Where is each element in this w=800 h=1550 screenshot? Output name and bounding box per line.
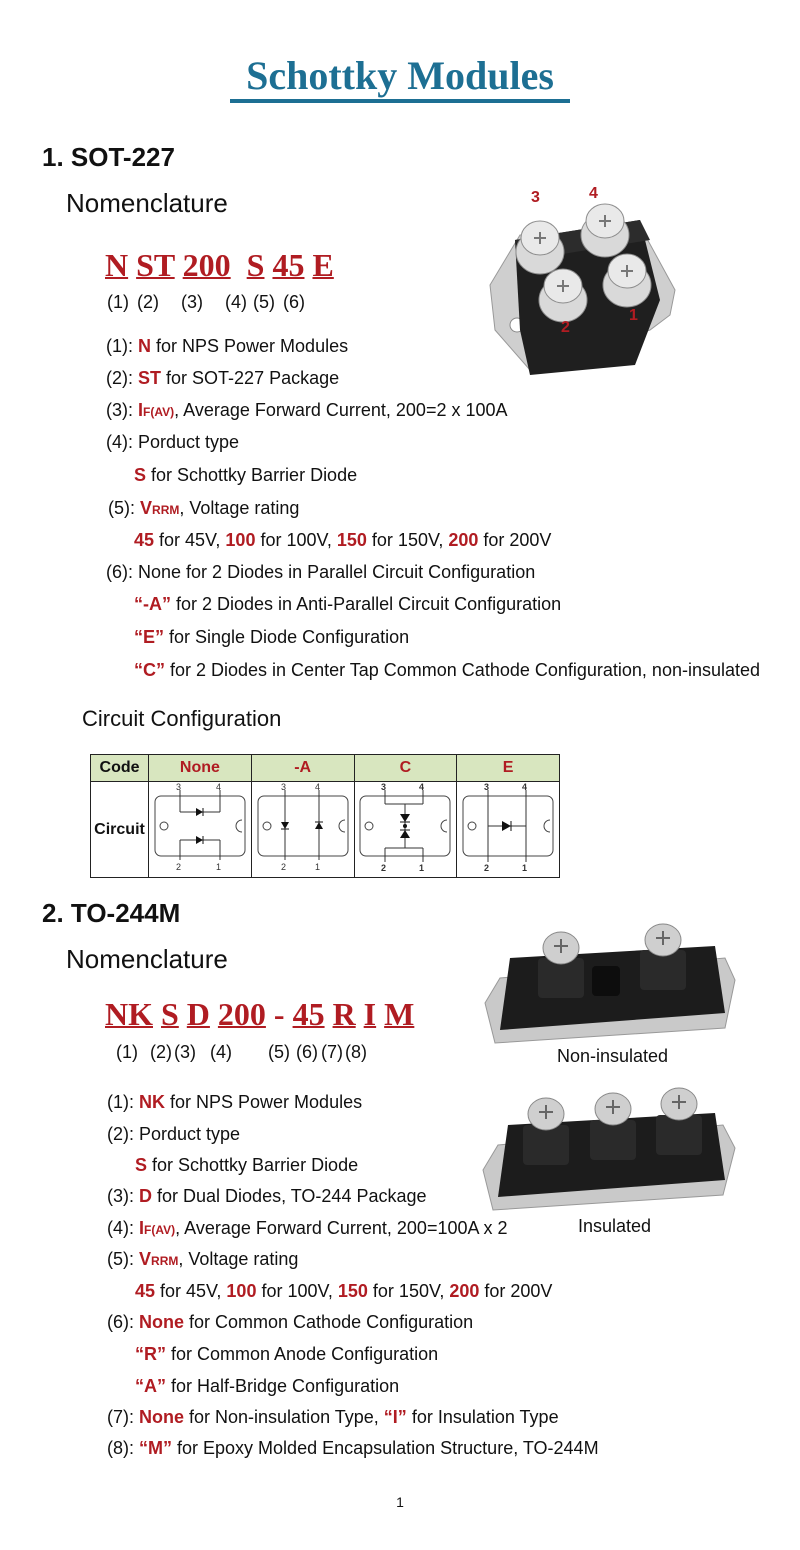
svg-text:3: 3 bbox=[381, 782, 387, 792]
pin-label: 2 bbox=[561, 319, 570, 336]
description-line: (5): VRRM, Voltage rating bbox=[108, 498, 300, 518]
svg-text:3: 3 bbox=[175, 782, 181, 792]
table-header-c: C bbox=[354, 755, 457, 782]
description-line: “C” for 2 Diodes in Center Tap Common Cathode Configuration, non-insulated bbox=[134, 660, 761, 680]
description-line: (7): None for Non-insulation Type, “I” for Insulation Type bbox=[107, 1407, 559, 1427]
description-line: (2): Porduct type bbox=[107, 1124, 241, 1144]
pin-label: 1 bbox=[629, 307, 638, 324]
code-index: (6) bbox=[296, 1042, 318, 1062]
description-line: (2): ST for SOT-227 Package bbox=[106, 368, 340, 388]
code-part: R bbox=[332, 996, 356, 1032]
code-index: (6) bbox=[283, 292, 305, 312]
code-index: (2) bbox=[137, 292, 159, 312]
svg-text:4: 4 bbox=[522, 782, 528, 792]
code-part: 45 bbox=[292, 996, 325, 1032]
code-part: 45 bbox=[272, 247, 305, 283]
code-part: S bbox=[246, 247, 265, 283]
code-index: (1) bbox=[116, 1042, 138, 1062]
code-index: (4) bbox=[225, 292, 247, 312]
circuit-configuration-table bbox=[90, 754, 560, 878]
svg-text:1: 1 bbox=[314, 862, 320, 872]
pin-label: 4 bbox=[589, 185, 598, 202]
to-244m-non-insulated-photo bbox=[480, 918, 740, 1048]
table-header-none: None bbox=[149, 755, 252, 782]
svg-text:4: 4 bbox=[215, 782, 221, 792]
svg-text:2: 2 bbox=[280, 862, 286, 872]
description-line: (5): VRRM, Voltage rating bbox=[107, 1249, 299, 1269]
circuit-configuration-label: Circuit Configuration bbox=[82, 706, 282, 731]
description-line: “A” for Half-Bridge Configuration bbox=[135, 1376, 400, 1396]
code-index: (5) bbox=[253, 292, 275, 312]
code-part: NK bbox=[105, 996, 153, 1032]
description-line: (4): Porduct type bbox=[106, 432, 240, 452]
description-line: S for Schottky Barrier Diode bbox=[134, 465, 358, 485]
description-line: “-A” for 2 Diodes in Anti-Parallel Circuit Configuration bbox=[134, 594, 562, 614]
code-part: E bbox=[312, 247, 334, 283]
svg-text:2: 2 bbox=[484, 863, 490, 872]
description-line: 45 for 45V, 100 for 100V, 150 for 150V, 200 for 200V bbox=[134, 530, 552, 550]
section-2-part-code bbox=[105, 996, 414, 1033]
section-1-part-code bbox=[105, 247, 334, 284]
description-line: 45 for 45V, 100 for 100V, 150 for 150V, 200 for 200V bbox=[135, 1281, 553, 1301]
code-index: (5) bbox=[268, 1042, 290, 1062]
svg-text:2: 2 bbox=[175, 862, 181, 872]
svg-text:1: 1 bbox=[215, 862, 221, 872]
section-2-nomenclature-label: Nomenclature bbox=[66, 944, 228, 974]
description-line: (8): “M” for Epoxy Molded Encapsulation Structure, TO-244M bbox=[107, 1438, 599, 1458]
code-part: - bbox=[273, 996, 285, 1032]
circuit-e-diagram bbox=[457, 782, 560, 878]
section-1-code-indices bbox=[107, 292, 305, 313]
pin-label: 3 bbox=[531, 189, 540, 206]
table-header-a: -A bbox=[251, 755, 354, 782]
description-line: (6): None for Common Cathode Configuration bbox=[107, 1312, 474, 1332]
code-index: (2) bbox=[150, 1042, 172, 1062]
code-part: ST bbox=[136, 247, 175, 283]
table-row bbox=[91, 782, 560, 878]
svg-text:4: 4 bbox=[419, 782, 425, 792]
description-line: (1): NK for NPS Power Modules bbox=[107, 1092, 363, 1112]
circuit-c-diagram bbox=[354, 782, 457, 878]
svg-text:3: 3 bbox=[484, 782, 490, 792]
svg-text:1: 1 bbox=[522, 863, 528, 872]
code-index: (4) bbox=[210, 1042, 232, 1062]
code-part: N bbox=[105, 247, 129, 283]
code-part: I bbox=[363, 996, 377, 1032]
page-number: 1 bbox=[396, 1494, 404, 1510]
code-part: 200 bbox=[217, 996, 266, 1032]
code-index: (7) bbox=[321, 1042, 343, 1062]
description-line: (4): IF(AV), Average Forward Current, 200=100A x 2 bbox=[107, 1218, 508, 1238]
section-2-heading: 2. TO-244M bbox=[42, 898, 181, 928]
code-part: M bbox=[384, 996, 415, 1032]
description-line: “E” for Single Diode Configuration bbox=[134, 627, 410, 647]
code-index: (8) bbox=[345, 1042, 367, 1062]
section-2-code-indices bbox=[116, 1042, 367, 1063]
description-line: (1): N for NPS Power Modules bbox=[106, 336, 349, 356]
code-index: (3) bbox=[181, 292, 203, 312]
description-line: “R” for Common Anode Configuration bbox=[135, 1344, 439, 1364]
circuit-none-diagram bbox=[149, 782, 252, 878]
section-1-heading: 1. SOT-227 bbox=[42, 142, 175, 172]
svg-text:1: 1 bbox=[419, 863, 425, 872]
description-line: (3): IF(AV), Average Forward Current, 200=2 x 100A bbox=[106, 400, 508, 420]
circuit-a-diagram bbox=[251, 782, 354, 878]
code-index: (3) bbox=[174, 1042, 196, 1062]
description-line: S for Schottky Barrier Diode bbox=[135, 1155, 359, 1175]
section-1-nomenclature-label: Nomenclature bbox=[66, 188, 228, 218]
non-insulated-caption: Non-insulated bbox=[557, 1046, 669, 1066]
code-part: S bbox=[161, 996, 179, 1032]
table-header-code: Code bbox=[91, 755, 149, 782]
code-index: (1) bbox=[107, 292, 129, 312]
svg-text:4: 4 bbox=[314, 782, 320, 792]
table-header-e: E bbox=[457, 755, 560, 782]
svg-text:3: 3 bbox=[280, 782, 286, 792]
description-line: (3): D for Dual Diodes, TO-244 Package bbox=[107, 1186, 427, 1206]
insulated-caption: Insulated bbox=[578, 1216, 652, 1236]
sot-227-module-photo bbox=[485, 180, 680, 380]
code-part: 200 bbox=[182, 247, 231, 283]
description-line: (6): None for 2 Diodes in Parallel Circuit Configuration bbox=[106, 562, 536, 582]
svg-text:2: 2 bbox=[381, 863, 387, 872]
page-title: Schottky Modules bbox=[0, 52, 800, 103]
table-row-label: Circuit bbox=[91, 782, 149, 878]
table-header-row bbox=[91, 755, 560, 782]
to-244m-insulated-photo bbox=[478, 1080, 740, 1215]
code-part: D bbox=[186, 996, 210, 1032]
